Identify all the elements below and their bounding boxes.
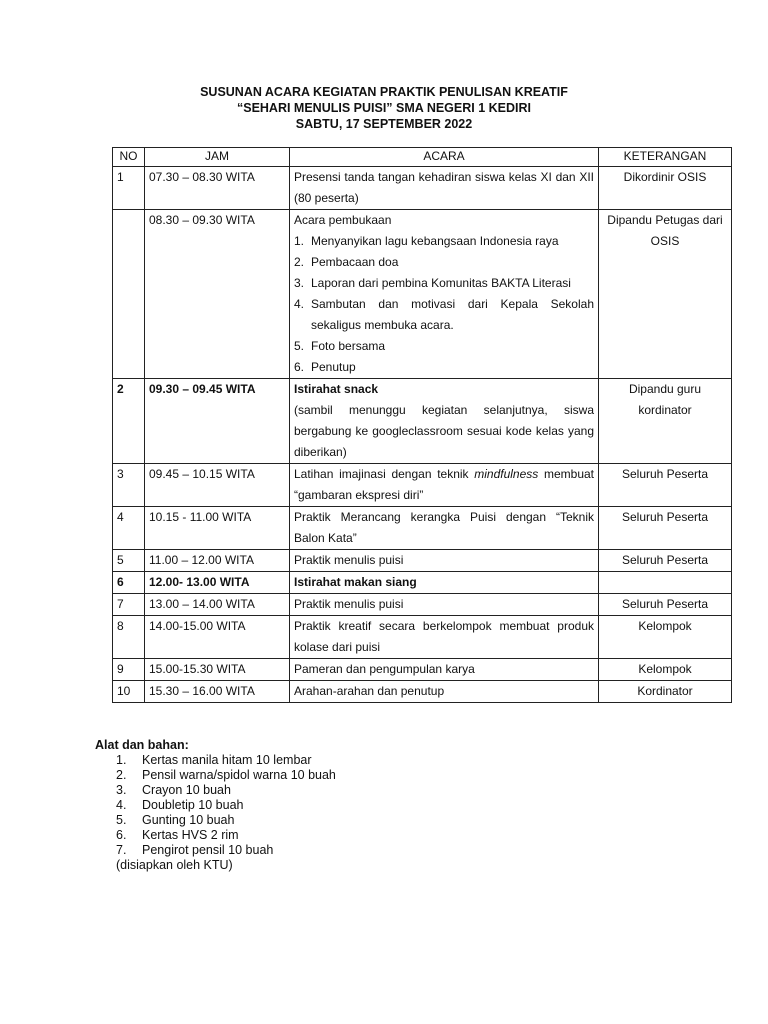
materials-list — [95, 753, 336, 858]
cell-no: 8 — [113, 616, 145, 659]
cell-keterangan: Seluruh Peserta — [599, 464, 732, 507]
cell-acara: Praktik menulis puisi — [290, 550, 599, 572]
cell-jam: 10.15 - 11.00 WITA — [145, 507, 290, 550]
header-acara: ACARA — [290, 148, 599, 167]
header-keterangan: KETERANGAN — [599, 148, 732, 167]
cell-jam: 08.30 – 09.30 WITA — [145, 210, 290, 379]
list-item: 2. Pensil warna/spidol warna 10 buah — [116, 768, 336, 782]
opening-steps-list — [294, 231, 594, 378]
cell-no: 1 — [113, 167, 145, 210]
cell-no: 5 — [113, 550, 145, 572]
cell-no: 6 — [113, 572, 145, 594]
cell-acara: Pameran dan pengumpulan karya — [290, 659, 599, 681]
cell-no: 3 — [113, 464, 145, 507]
cell-keterangan: Kelompok — [599, 616, 732, 659]
title-line-2: “SEHARI MENULIS PUISI” SMA NEGERI 1 KEDIRI — [236, 101, 532, 115]
cell-keterangan: Dipandu guru kordinator — [599, 379, 732, 464]
table-row — [113, 550, 732, 572]
cell-keterangan: Kelompok — [599, 659, 732, 681]
cell-acara: Latihan imajinasi dengan teknik mindfulness membuat “gambaran ekspresi diri” — [290, 464, 599, 507]
table-row — [113, 616, 732, 659]
list-item: 6. Penutup — [294, 360, 356, 374]
cell-no: 4 — [113, 507, 145, 550]
cell-acara: Istirahat makan siang — [290, 572, 599, 594]
list-item: 6. Kertas HVS 2 rim — [116, 828, 239, 842]
cell-acara — [290, 379, 599, 464]
list-item: 4. Doubletip 10 buah — [116, 798, 244, 812]
header-no: NO — [113, 148, 145, 167]
list-item: 1. Kertas manila hitam 10 lembar — [116, 753, 312, 767]
title-line-3: SABTU, 17 SEPTEMBER 2022 — [295, 117, 473, 131]
acara-heading: Acara pembukaan — [294, 213, 392, 227]
list-item: 2. Pembacaan doa — [294, 255, 399, 269]
cell-jam: 15.30 – 16.00 WITA — [145, 681, 290, 703]
cell-jam: 11.00 – 12.00 WITA — [145, 550, 290, 572]
cell-keterangan: Seluruh Peserta — [599, 594, 732, 616]
table-row — [113, 681, 732, 703]
table-row — [113, 379, 732, 464]
cell-no: 10 — [113, 681, 145, 703]
title-line-1: SUSUNAN ACARA KEGIATAN PRAKTIK PENULISAN KREATIF — [200, 85, 568, 99]
table-row — [113, 464, 732, 507]
table-row — [113, 507, 732, 550]
cell-jam: 09.45 – 10.15 WITA — [145, 464, 290, 507]
cell-keterangan — [599, 572, 732, 594]
document-title — [0, 84, 768, 132]
cell-acara: Praktik kreatif secara berkelompok membuat produk kolase dari puisi — [290, 616, 599, 659]
cell-keterangan: Dipandu Petugas dari OSIS — [599, 210, 732, 379]
list-item: 5. Foto bersama — [294, 339, 386, 353]
table-row — [113, 572, 732, 594]
cell-no: 7 — [113, 594, 145, 616]
schedule-table — [112, 147, 732, 703]
cell-no: 9 — [113, 659, 145, 681]
cell-acara: Arahan-arahan dan penutup — [290, 681, 599, 703]
cell-jam: 09.30 – 09.45 WITA — [145, 379, 290, 464]
list-item: 7. Pengirot pensil 10 buah — [116, 843, 274, 857]
cell-acara: Praktik Merancang kerangka Puisi dengan “Teknik Balon Kata” — [290, 507, 599, 550]
list-item: 3. Crayon 10 buah — [116, 783, 231, 797]
cell-jam: 07.30 – 08.30 WITA — [145, 167, 290, 210]
cell-keterangan: Seluruh Peserta — [599, 550, 732, 572]
cell-jam: 15.00-15.30 WITA — [145, 659, 290, 681]
cell-no: 2 — [113, 379, 145, 464]
acara-note: (sambil menunggu kegiatan selanjutnya, siswa bergabung ke googleclassroom sesuai kode kelas yang diberikan) — [294, 403, 594, 459]
table-row — [113, 594, 732, 616]
materials-section — [95, 737, 336, 873]
table-header-row — [113, 148, 732, 167]
cell-keterangan: Seluruh Peserta — [599, 507, 732, 550]
cell-jam: 13.00 – 14.00 WITA — [145, 594, 290, 616]
table-row — [113, 167, 732, 210]
list-item: 5. Gunting 10 buah — [116, 813, 235, 827]
cell-jam: 12.00- 13.00 WITA — [145, 572, 290, 594]
cell-jam: 14.00-15.00 WITA — [145, 616, 290, 659]
header-jam: JAM — [145, 148, 290, 167]
list-item: 4. Sambutan dan motivasi dari Kepala Sekolah sekaligus membuka acara. — [294, 297, 594, 332]
materials-title: Alat dan bahan: — [95, 738, 189, 752]
table-row — [113, 210, 732, 379]
cell-keterangan: Kordinator — [599, 681, 732, 703]
cell-acara: Praktik menulis puisi — [290, 594, 599, 616]
list-item: 3. Laporan dari pembina Komunitas BAKTA Literasi — [294, 276, 571, 290]
cell-no — [113, 210, 145, 379]
cell-keterangan: Dikordinir OSIS — [599, 167, 732, 210]
acara-heading: Istirahat snack — [294, 382, 379, 396]
cell-acara — [290, 210, 599, 379]
table-row — [113, 659, 732, 681]
materials-note: (disiapkan oleh KTU) — [116, 858, 233, 872]
list-item: 1. Menyanyikan lagu kebangsaan Indonesia raya — [294, 234, 559, 248]
cell-acara: Presensi tanda tangan kehadiran siswa kelas XI dan XII (80 peserta) — [290, 167, 599, 210]
